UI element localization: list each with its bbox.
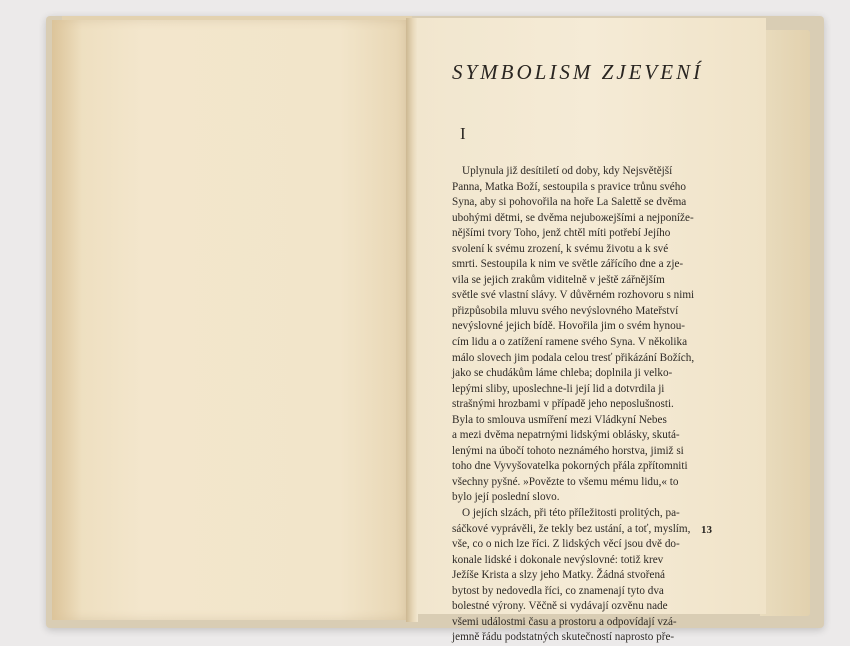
- text-line: všemi událostmi času a prostoru a odpovídají vzá-: [452, 615, 677, 628]
- page-stain: [52, 20, 82, 620]
- text-line: lenými na úbočí tohoto neznámého horstva, jimiž si: [452, 444, 684, 457]
- page-number: 13: [701, 524, 712, 536]
- text-line: konale lidské i dokonale nevýslovné: totiž krev: [452, 553, 664, 566]
- body-text: [452, 164, 720, 646]
- text-line: lepými sliby, uposlechne-li její lid a dotvrdila ji: [452, 382, 665, 395]
- text-line: Syna, aby si pohovořila na hoře La Salettě se dvěma: [452, 196, 687, 209]
- text-line: cím lidu a o zatížení ramene svého Syna. V několika: [452, 336, 688, 349]
- text-line: bolestné výrony. Věčně si vydávají ozvěnu nade: [452, 600, 668, 613]
- text-line: přizpůsobila mluvu svého nevýslovného Mateřství: [452, 304, 679, 317]
- text-line: bylo její poslední slovo.: [452, 491, 560, 504]
- text-line: málo slovech jim podala celou tresť přikázání Božích,: [452, 351, 695, 364]
- text-line: jako se chudákům láme chleba; doplnila ji velko-: [452, 367, 673, 380]
- text-line: Panna, Matka Boží, sestoupila s pravice trůnu svého: [452, 180, 686, 193]
- text-line: ubohými dětmi, se dvěma nejuboжejšími a nejponíže-: [452, 211, 694, 224]
- text-line: O jejích slzách, při této příležitosti prolitých, pa-: [462, 507, 680, 520]
- page-title: SYMBOLISM ZJEVENÍ: [452, 60, 704, 84]
- text-line: toho dne Vyvyšovatelka pokorných přála zpřítomniti: [452, 460, 688, 473]
- text-line: sáčkové vyprávěli, že tekly bez ustání, a toť, myslím,: [452, 522, 691, 535]
- text-line: vila se jejich zrakům viditelně v ještě zářnějším: [452, 273, 665, 286]
- book-gutter: [406, 18, 418, 622]
- text-line: nějšími tvory Toho, jenž chtěl míti potřebí Jejího: [452, 227, 671, 240]
- text-line: světle své vlastní slávy. V důvěrném rozhovoru s nimi: [452, 289, 695, 302]
- left-blank-page: [52, 20, 412, 620]
- text-line: strašnými hrozbami v případě jeho neposlušnosti.: [452, 398, 674, 411]
- chapter-number: I: [460, 124, 466, 143]
- text-line: svolení k svému zrození, k svému životu a k své: [452, 242, 669, 255]
- text-line: Uplynula již desítiletí od doby, kdy Nejsvětější: [462, 165, 673, 177]
- text-line: bytost by nedovedla říci, co znamenají tyto dva: [452, 584, 664, 597]
- text-line: smrti. Sestoupila k nim ve světle zářícího dne a zje-: [452, 258, 684, 271]
- text-line: Ježíše Krista a slzy jeho Matky. Žádná stvořená: [452, 569, 666, 582]
- text-line: a mezi dvěma nepatrnými lidskými oblásky, skutá-: [452, 429, 680, 442]
- text-line: všechny pyšné. »Povězte to všemu mému lidu,« to: [452, 475, 679, 488]
- right-page-stack: [760, 30, 810, 616]
- text-line: vše, co o nich lze říci. Z lidských věcí jsou dvě do-: [452, 538, 680, 551]
- text-line: Byla to smlouva usmíření mezi Vládkyní Nebes: [452, 413, 667, 426]
- text-line: jemně řádu podstatných skutečností naprosto pře-: [452, 631, 675, 644]
- text-line: nevýslovné jejich bídě. Hovořila jim o svém hynou-: [452, 320, 686, 333]
